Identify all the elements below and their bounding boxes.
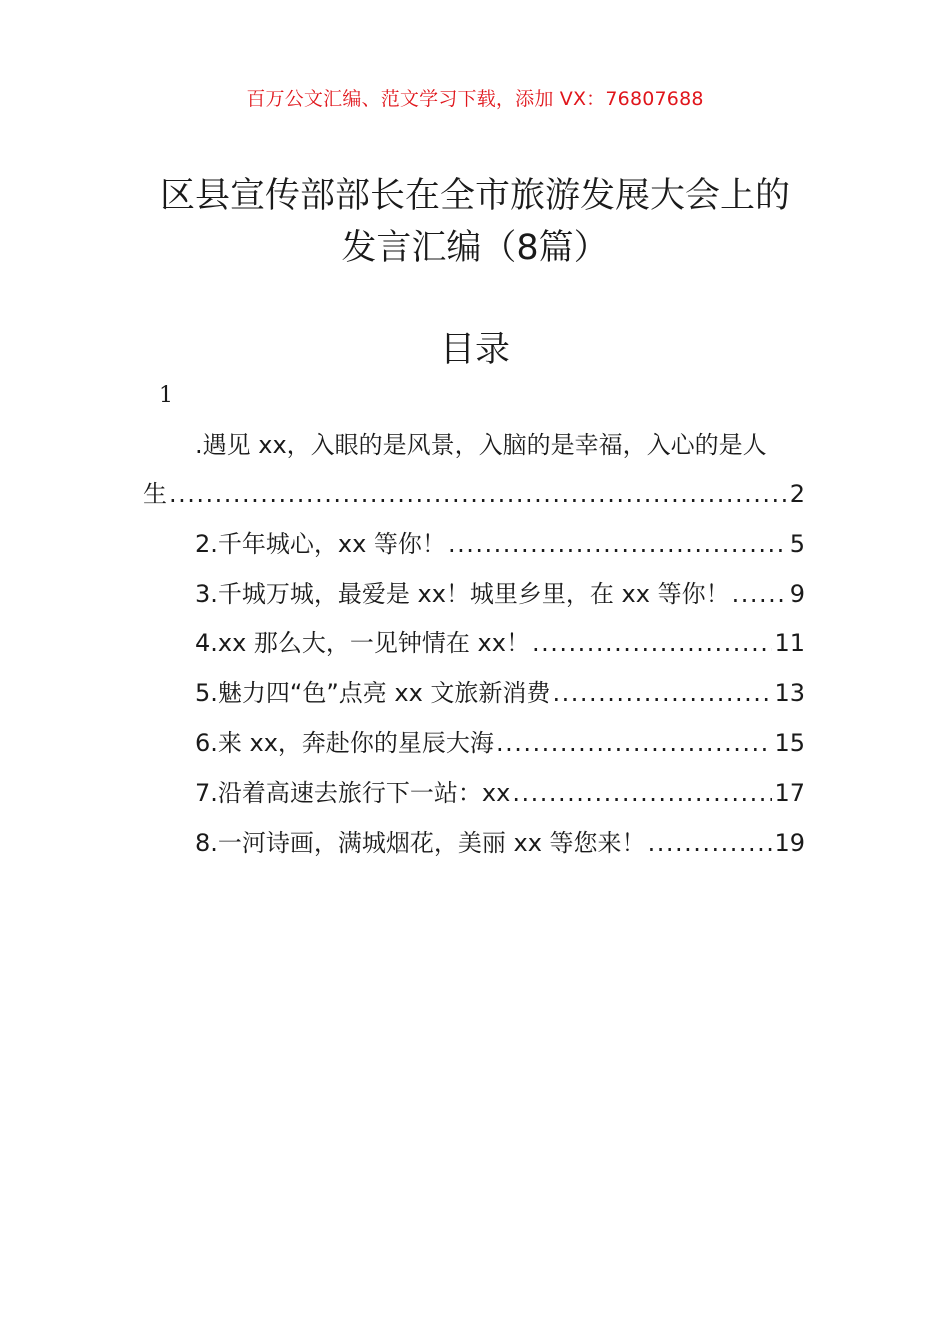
toc-dot-leader	[732, 577, 788, 611]
toc-page-number: 15	[774, 729, 805, 757]
toc-entry-1-line2[interactable]	[143, 477, 805, 511]
toc-entry-8[interactable]	[195, 826, 805, 860]
toc-dot-leader	[496, 726, 773, 760]
toc-entry-2[interactable]	[195, 527, 805, 561]
toc-page-number: 2	[789, 480, 805, 508]
download-banner: 百万公文汇编、范文学习下载，添加 VX：76807688	[246, 88, 704, 110]
toc-dot-leader	[512, 776, 772, 810]
toc-entry-5[interactable]	[195, 676, 805, 710]
document-title-line1: 区县宣传部部长在全市旅游发展大会上的	[159, 176, 790, 216]
toc-dot-leader	[448, 527, 788, 561]
toc-dot-leader	[648, 826, 773, 860]
toc-entry-7[interactable]	[195, 776, 805, 810]
toc-entry-text: 3.千城万城，最爱是 xx！城里乡里，在 xx 等你！	[195, 580, 730, 608]
toc-entry-4[interactable]	[195, 626, 805, 660]
toc-dot-leader	[169, 477, 788, 511]
toc-entry-1-line1[interactable]: .遇见 xx，入眼的是风景，入脑的是幸福，入心的是人	[195, 431, 767, 459]
toc-page-number: 11	[774, 629, 805, 657]
toc-stray-number: 1	[159, 383, 173, 408]
toc-entry-6[interactable]	[195, 726, 805, 760]
document-title-line2: 发言汇编（8篇）	[341, 228, 609, 268]
toc-page-number: 13	[774, 679, 805, 707]
toc-page-number: 9	[789, 580, 805, 608]
toc-entry-text: 2.千年城心，xx 等你！	[195, 530, 446, 558]
toc-entry-text: 6.来 xx，奔赴你的星辰大海	[195, 729, 494, 757]
toc-entry-text: 5.魅力四“色”点亮 xx 文旅新消费	[195, 679, 551, 707]
toc-page-number: 17	[774, 779, 805, 807]
toc-heading: 目录	[439, 330, 510, 370]
toc-dot-leader	[532, 626, 772, 660]
document-title	[120, 170, 830, 274]
toc-entry-text: 8.一河诗画，满城烟花，美丽 xx 等您来！	[195, 829, 646, 857]
toc-dot-leader	[552, 676, 772, 710]
toc-entry-text: 4.xx 那么大，一见钟情在 xx！	[195, 629, 530, 657]
toc-page-number: 5	[789, 530, 805, 558]
toc-page-number: 19	[774, 829, 805, 857]
toc-entry-text: 生	[143, 480, 167, 508]
toc-entry-text: 7.沿着高速去旅行下一站：xx	[195, 779, 511, 807]
toc-entry-3[interactable]	[195, 577, 805, 611]
